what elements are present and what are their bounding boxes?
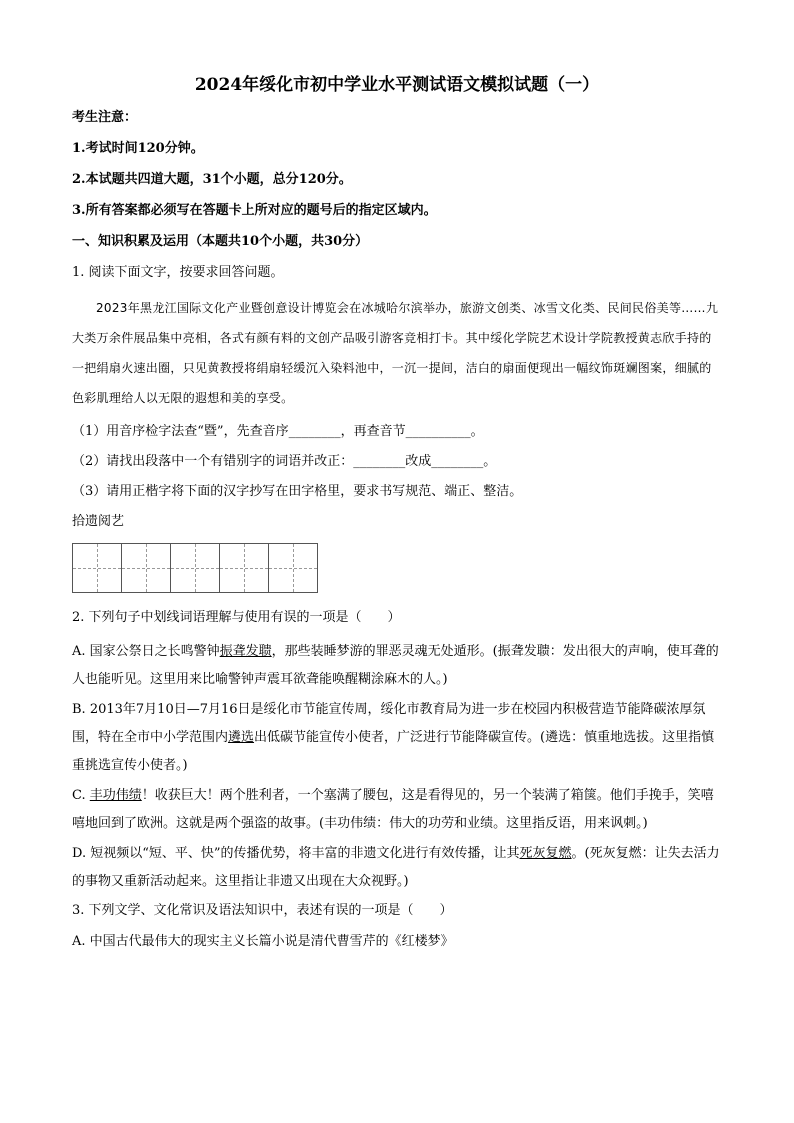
copy-text: 拾遗阅艺 [72, 514, 125, 529]
underlined-term: 遴选 [228, 730, 255, 745]
question-2-option-a: A. 国家公祭日之长鸣警钟振聋发聩，那些装睡梦游的罪恶灵魂无处遁形。(振聋发聩：发出很大的声响，使耳聋的人也能听见。这里用来比喻警钟声震耳欲聋能唤醒糊涂麻木的人。) [72, 644, 719, 687]
grid-cell[interactable] [219, 543, 269, 593]
notice-heading: 考生注意： [72, 110, 138, 125]
question-1-sub-3: （3）请用正楷字将下面的汉字抄写在田字格里，要求书写规范、端正、整洁。 [72, 484, 523, 499]
question-2-option-b: B. 2013年7月10日—7月16日是绥化市节能宣传周，绥化市教育局为进一步在校园内积极营造节能降碳浓厚氛围，特在全市中小学范围内遴选出低碳节能宣传小使者，广泛进行节能降碳宣传。(遴选：慎重地选拔。这里指慎重挑选宣传小使者。) [72, 702, 715, 773]
question-2-option-d: D. 短视频以“短、平、快”的传播优势，将丰富的非遗文化进行有效传播，让其死灰复燃。(死灰复燃：让失去活力的事物又重新活动起来。这里指让非遗又出现在大众视野。) [72, 846, 720, 889]
question-1-passage: 2023年黑龙江国际文化产业暨创意设计博览会在冰城哈尔滨举办，旅游文创类、冰雪文化类、民间民俗美等……九大类万余件展品集中亮相，各式有颜有料的文创产品吸引游客竞相打卡。其中绥化学院艺术设计学院教授黄志欣手持的一把绢扇火速出圈，只见黄教授将绢扇轻缓沉入染料池中，一沉一提间，洁白的扇面便现出一幅纹饰斑斓图案，细腻的色彩肌理给人以无限的遐想和美的享受。 [72, 301, 719, 405]
notice-item-1: 1.考试时间120分钟。 [72, 141, 204, 156]
question-3-option-a: A. 中国古代最伟大的现实主义长篇小说是清代曹雪芹的《红楼梦》 [72, 934, 454, 949]
page-title: 2024年绥化市初中学业水平测试语文模拟试题（一） [194, 75, 600, 95]
grid-cell[interactable] [121, 543, 171, 593]
grid-cell[interactable] [268, 543, 318, 593]
question-2-option-c: C. 丰功伟绩！收获巨大！两个胜利者，一个塞满了腰包，这是看得见的，另一个装满了箱箧。他们手挽手，笑嘻嘻地回到了欧洲。这就是两个强盗的故事。(丰功伟绩：伟大的功劳和业绩。这里指反语，用来讽刺。) [72, 788, 714, 831]
grid-cell[interactable] [170, 543, 220, 593]
question-1-stem: 1. 阅读下面文字，按要求回答问题。 [72, 265, 284, 280]
underlined-term: 死灰复燃 [519, 846, 572, 861]
question-2-stem: 2. 下列句子中划线词语理解与使用有误的一项是（ ） [72, 610, 401, 625]
tianzige-grid[interactable] [72, 543, 722, 593]
notice-item-3: 3.所有答案都必须写在答题卡上所对应的题号后的指定区域内。 [72, 203, 437, 218]
exam-page [72, 60, 722, 962]
question-1-sub-1: （1）用音序检字法查“暨”，先查音序________，再查音节__________。 [72, 424, 484, 439]
question-3-stem: 3. 下列文学、文化常识及语法知识中，表述有误的一项是（ ） [72, 903, 453, 918]
question-1-sub-2: （2）请找出段落中一个有错别字的词语并改正：________改成________。 [72, 454, 497, 469]
notice-item-2: 2.本试题共四道大题，31个小题，总分120分。 [72, 172, 352, 187]
grid-cell[interactable] [72, 543, 122, 593]
underlined-term: 丰功伟绩 [89, 788, 142, 803]
underlined-term: 振聋发聩 [219, 644, 272, 659]
section-heading: 一、知识积累及运用（本题共10个小题，共30分） [72, 234, 369, 249]
